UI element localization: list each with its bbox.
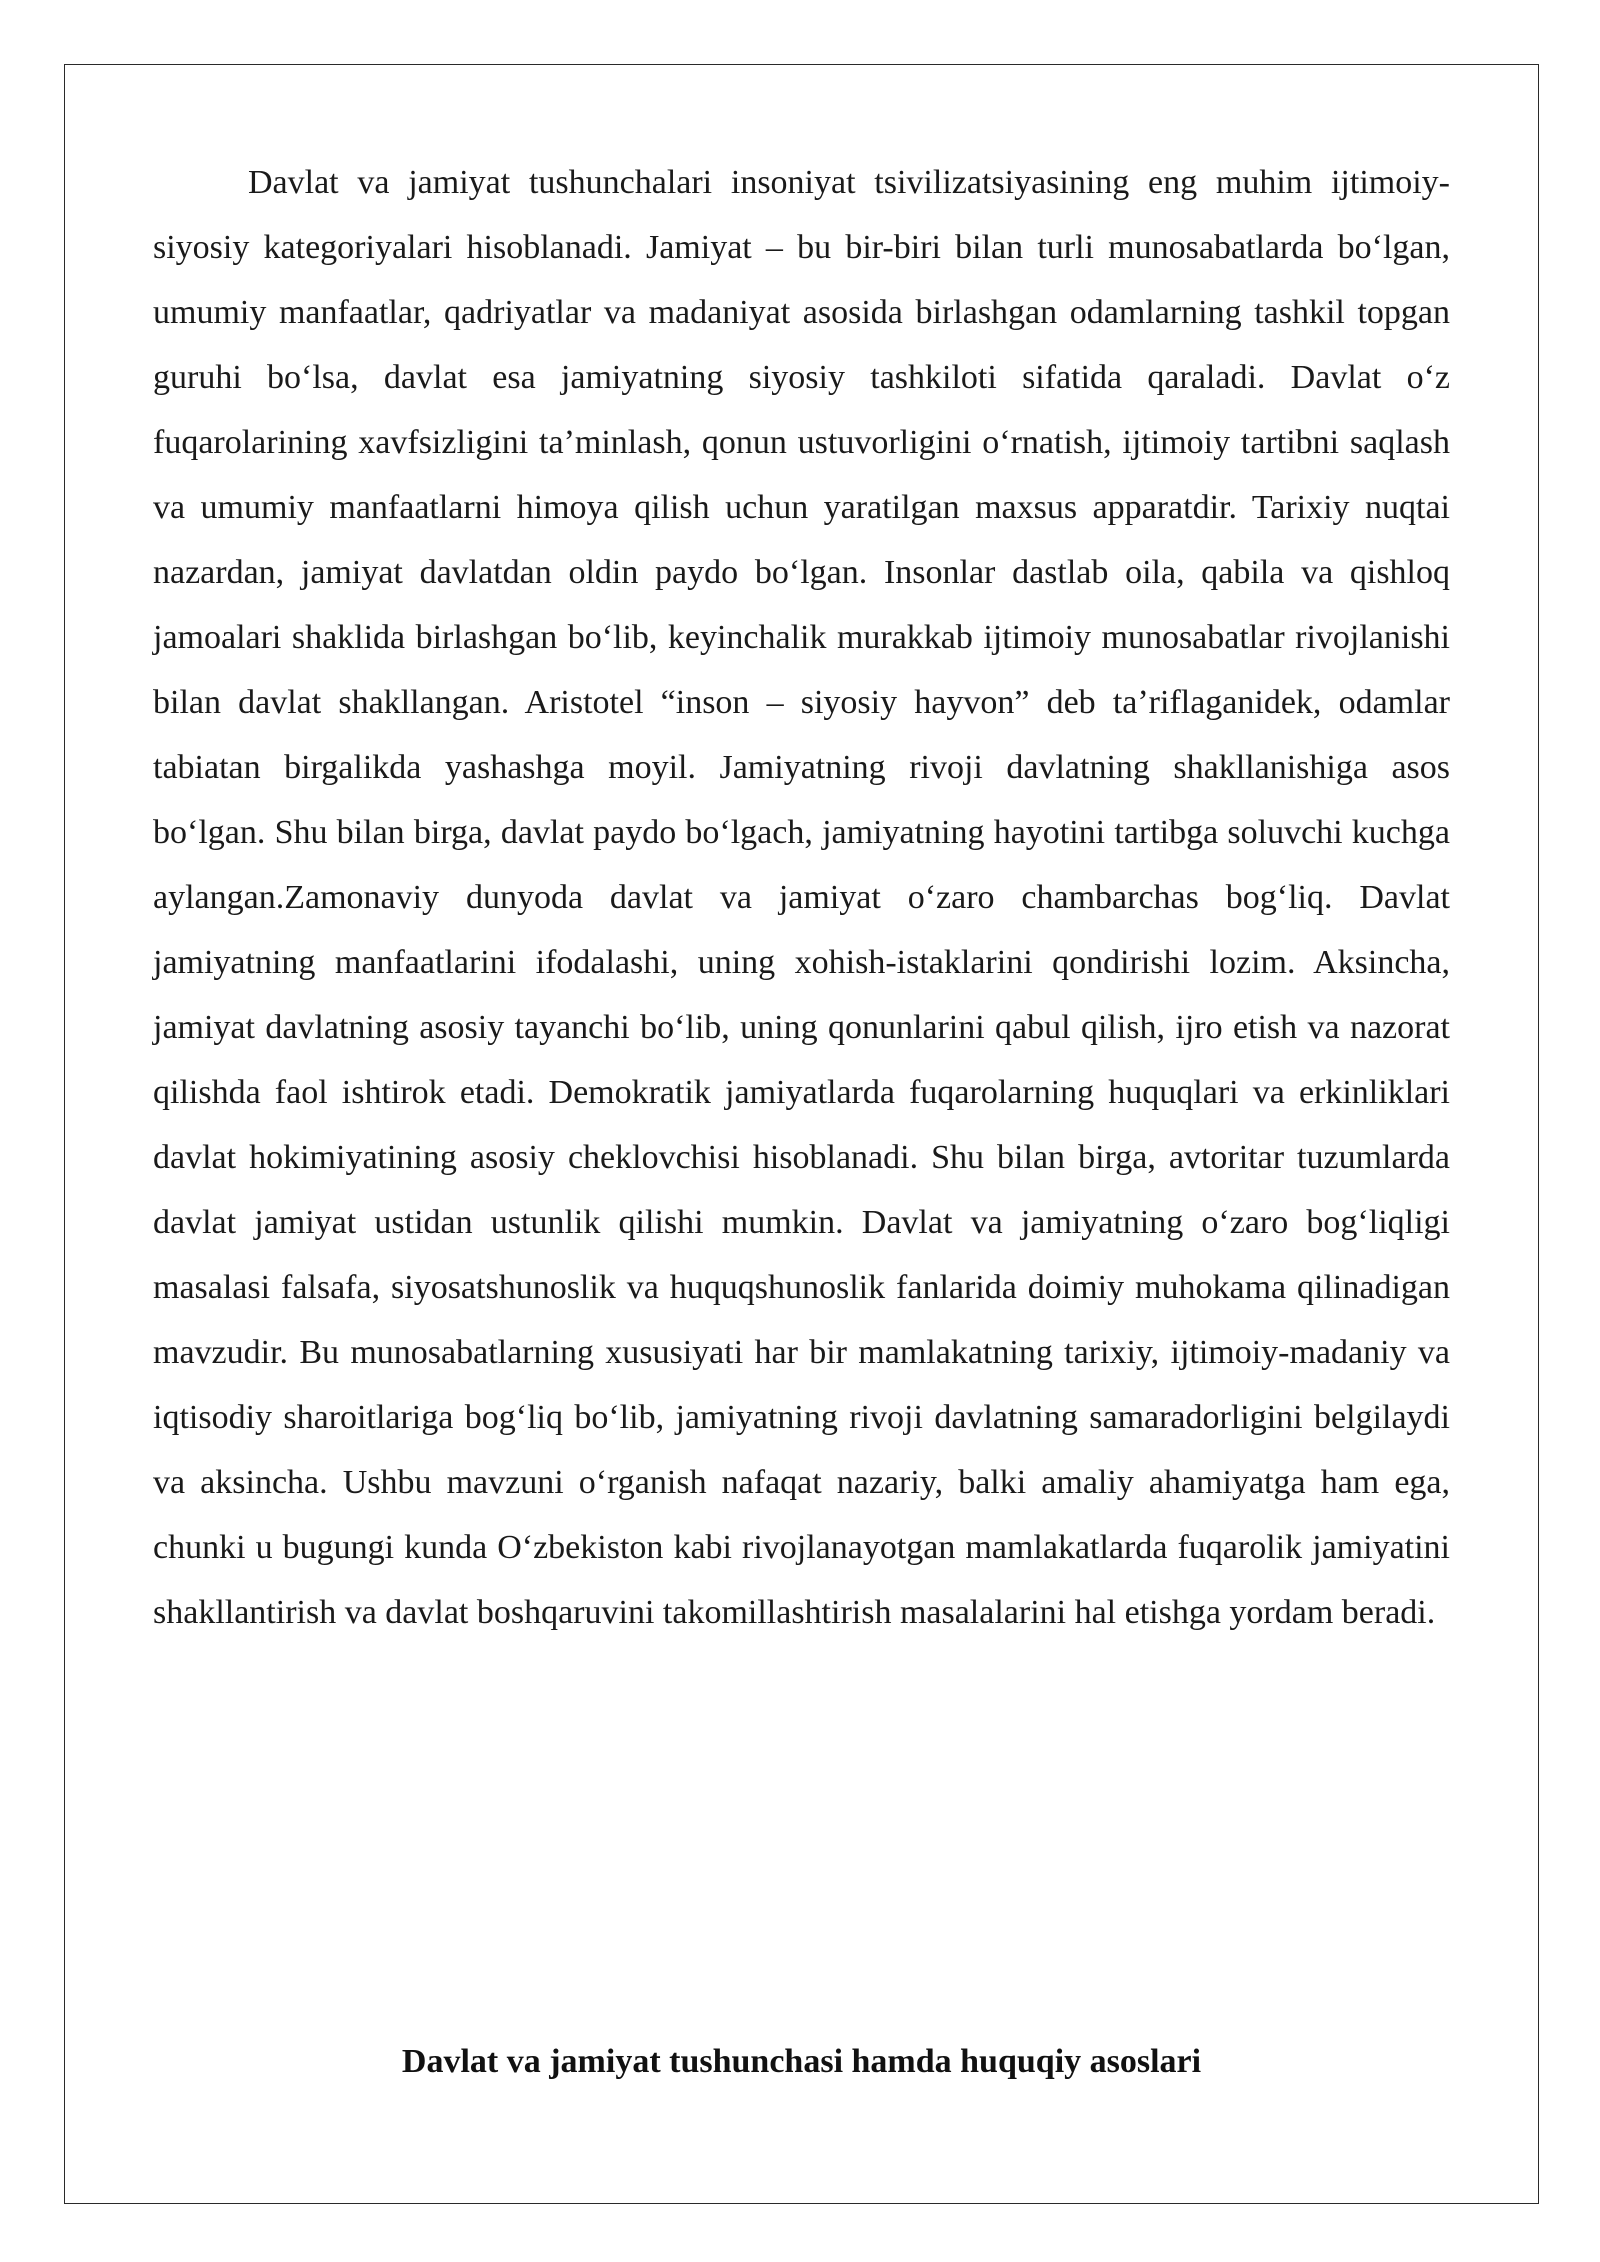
body-paragraph: Davlat va jamiyat tushunchalari insoniyat tsivilizatsiyasining eng muhim ijtimoiy-siyosiy kategoriyalari hisoblanadi. Jamiyat – bu bir-biri bilan turli munosabatlarda boʻlgan, umumiy manfaatlar, qadriyatlar va madaniyat asosida birlashgan odamlarning tashkil topgan guruhi boʻlsa, davlat esa jamiyatning siyosiy tashkiloti sifatida qaraladi. Davlat oʻz fuqarolarining xavfsizligini taʼminlash, qonun ustuvorligini oʻrnatish, ijtimoiy tartibni saqlash va umumiy manfaatlarni himoya qilish uchun yaratilgan maxsus apparatdir. Tarixiy nuqtai nazardan, jamiyat davlatdan oldin paydo boʻlgan. Insonlar dastlab oila, qabila va qishloq jamoalari shaklida birlashgan boʻlib, keyinchalik murakkab ijtimoiy munosabatlar rivojlanishi bilan davlat shakllangan. Aristotel “inson – siyosiy hayvon” deb taʼriflaganidek, odamlar tabiatan birgalikda yashashga moyil. Jamiyatning rivoji davlatning shakllanishiga asos boʻlgan. Shu bilan birga, davlat paydo boʻlgach, jamiyatning hayotini tartibga soluvchi kuchga aylangan.Zamonaviy dunyoda davlat va jamiyat oʻzaro chambarchas bogʻliq. Davlat jamiyatning manfaatlarini ifodalashi, uning xohish-istaklarini qondirishi lozim. Aksincha, jamiyat davlatning asosiy tayanchi boʻlib, uning qonunlarini qabul qilish, ijro etish va nazorat qilishda faol ishtirok etadi. Demokratik jamiyatlarda fuqarolarning huquqlari va erkinliklari davlat hokimiyatining asosiy cheklovchisi hisoblanadi. Shu bilan birga, avtoritar tuzumlarda davlat jamiyat ustidan ustunlik qilishi mumkin. Davlat va jamiyatning oʻzaro bogʻliqligi masalasi falsafa, siyosatshunoslik va huquqshunoslik fanlarida doimiy muhokama qilinadigan mavzudir. Bu munosabatlarning xususiyati har bir mamlakatning tarixiy, ijtimoiy-madaniy va iqtisodiy sharoitlariga bogʻliq boʻlib, jamiyatning rivoji davlatning samaradorligini belgilaydi va aksincha. Ushbu mavzuni oʻrganish nafaqat nazariy, balki amaliy ahamiyatga ham ega, chunki u bugungi kunda Oʻzbekiston kabi rivojlanayotgan mamlakatlarda fuqarolik jamiyatini shakllantirish va davlat boshqaruvini takomillashtirish masalalarini hal etishga yordam beradi. xyxy=(153,164,1450,1631)
section-heading: Davlat va jamiyat tushunchasi hamda huquqiy asoslari xyxy=(401,2043,1202,2080)
